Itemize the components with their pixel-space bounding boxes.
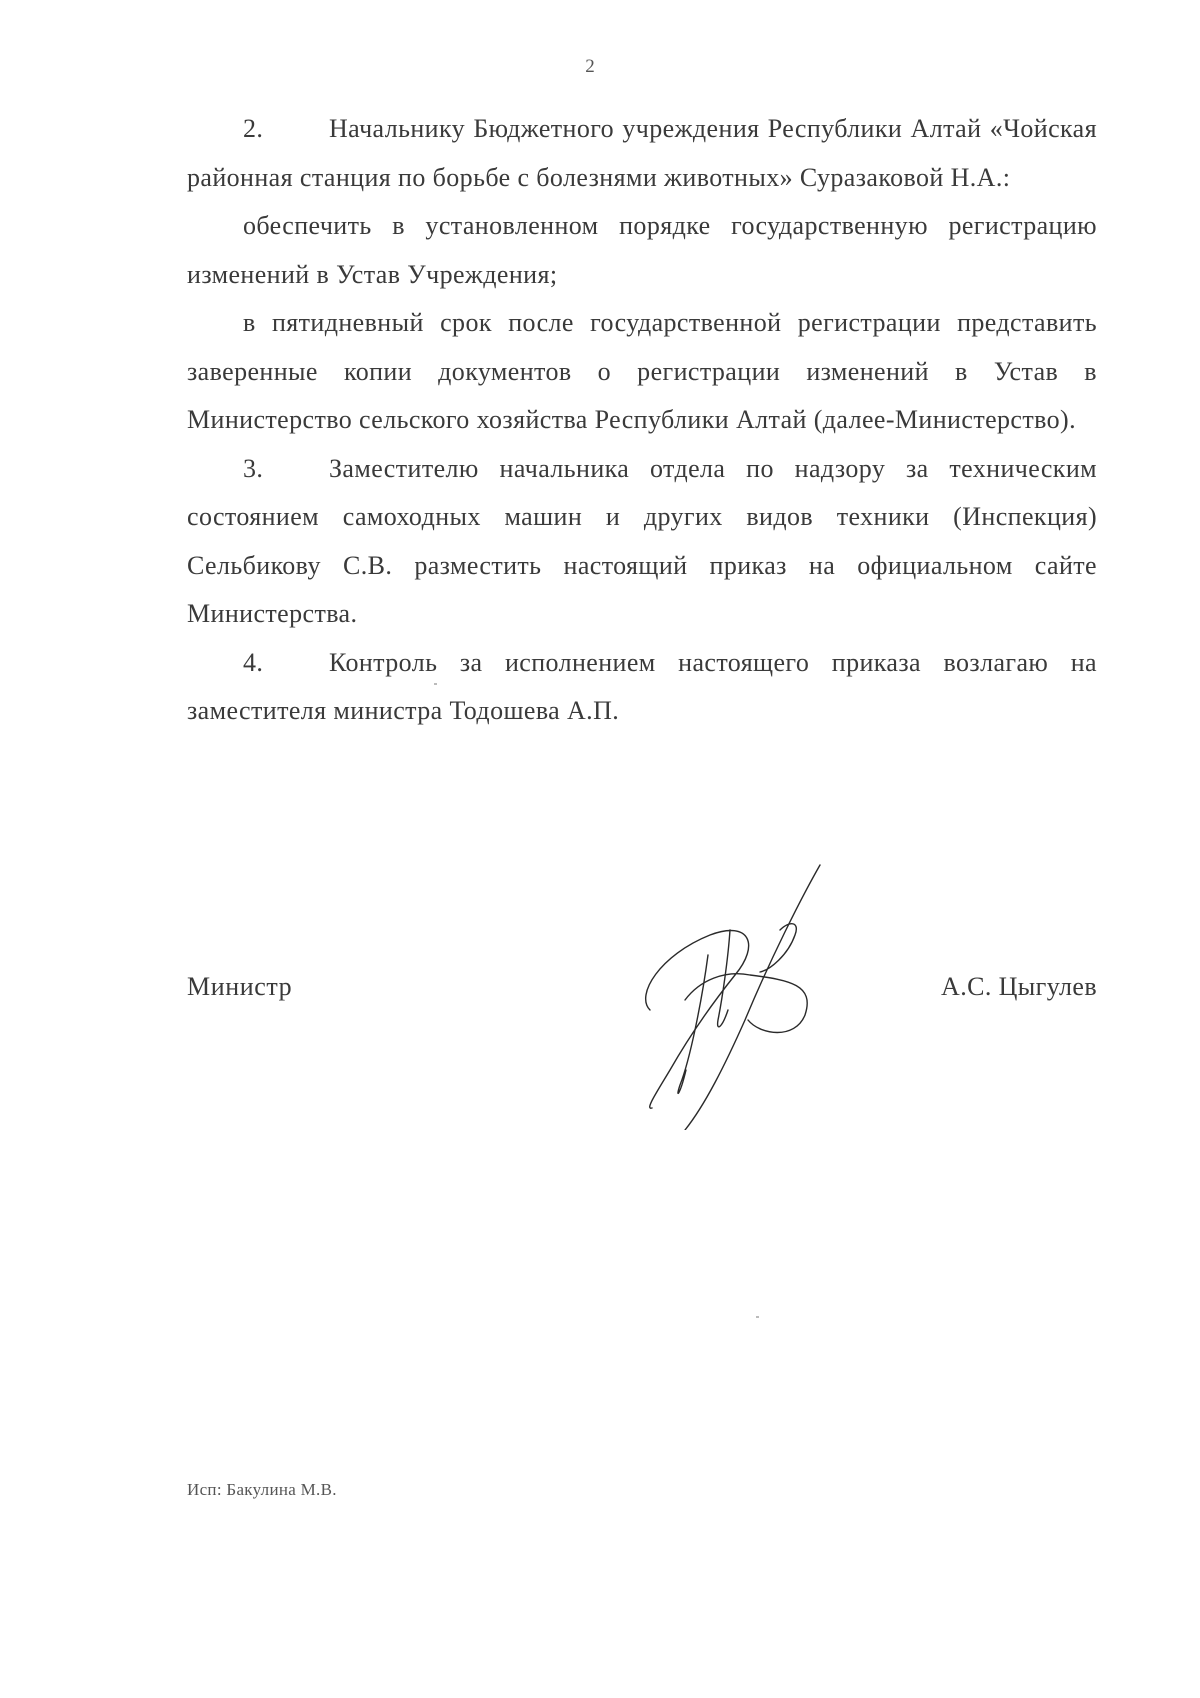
paragraph-text: Контроль за исполнением настоящего приказа возлагаю на заместителя министра Тодошева А.П. (187, 647, 1097, 725)
paragraph-number: 4. (243, 647, 264, 677)
paragraph-subitem (187, 299, 1097, 445)
paragraph-number: 3. (243, 453, 264, 483)
paragraph-text: в пятидневный срок после государственной регистрации представить заверенные копии документов о регистрации изменений в Устав в Министерство сельского хозяйства Республики Алтай (далее-Министерство). (187, 308, 1097, 434)
executor-note: Исп: Бакулина М.В. (187, 1480, 337, 1499)
paragraph-text: обеспечить в установленном порядке государственную регистрацию изменений в Устав Учреждения; (187, 211, 1097, 289)
paragraph-text: Начальнику Бюджетного учреждения Республики Алтай «Чойская районная станция по борьбе с болезнями животных» Суразаковой Н.А.: (187, 114, 1097, 192)
page-number: 2 (585, 56, 595, 77)
paragraph-text: Заместителю начальника отдела по надзору за техническим состоянием самоходных машин и других видов техники (Инспекция) Сельбикову С.В. разместить настоящий приказ на официальном сайте Министерства. (187, 453, 1097, 628)
scan-artifact (434, 683, 437, 685)
paragraph-4 (187, 639, 1097, 736)
paragraph-2 (187, 105, 1097, 202)
signatory-title: Министр (187, 972, 293, 1001)
scan-artifact (756, 1316, 759, 1318)
paragraph-number: 2. (243, 114, 264, 143)
handwritten-signature (630, 860, 870, 1130)
document-body (187, 105, 1097, 736)
paragraph-3 (187, 445, 1097, 639)
paragraph-subitem (187, 202, 1097, 299)
signatory-name: А.С. Цыгулев (941, 972, 1097, 1001)
